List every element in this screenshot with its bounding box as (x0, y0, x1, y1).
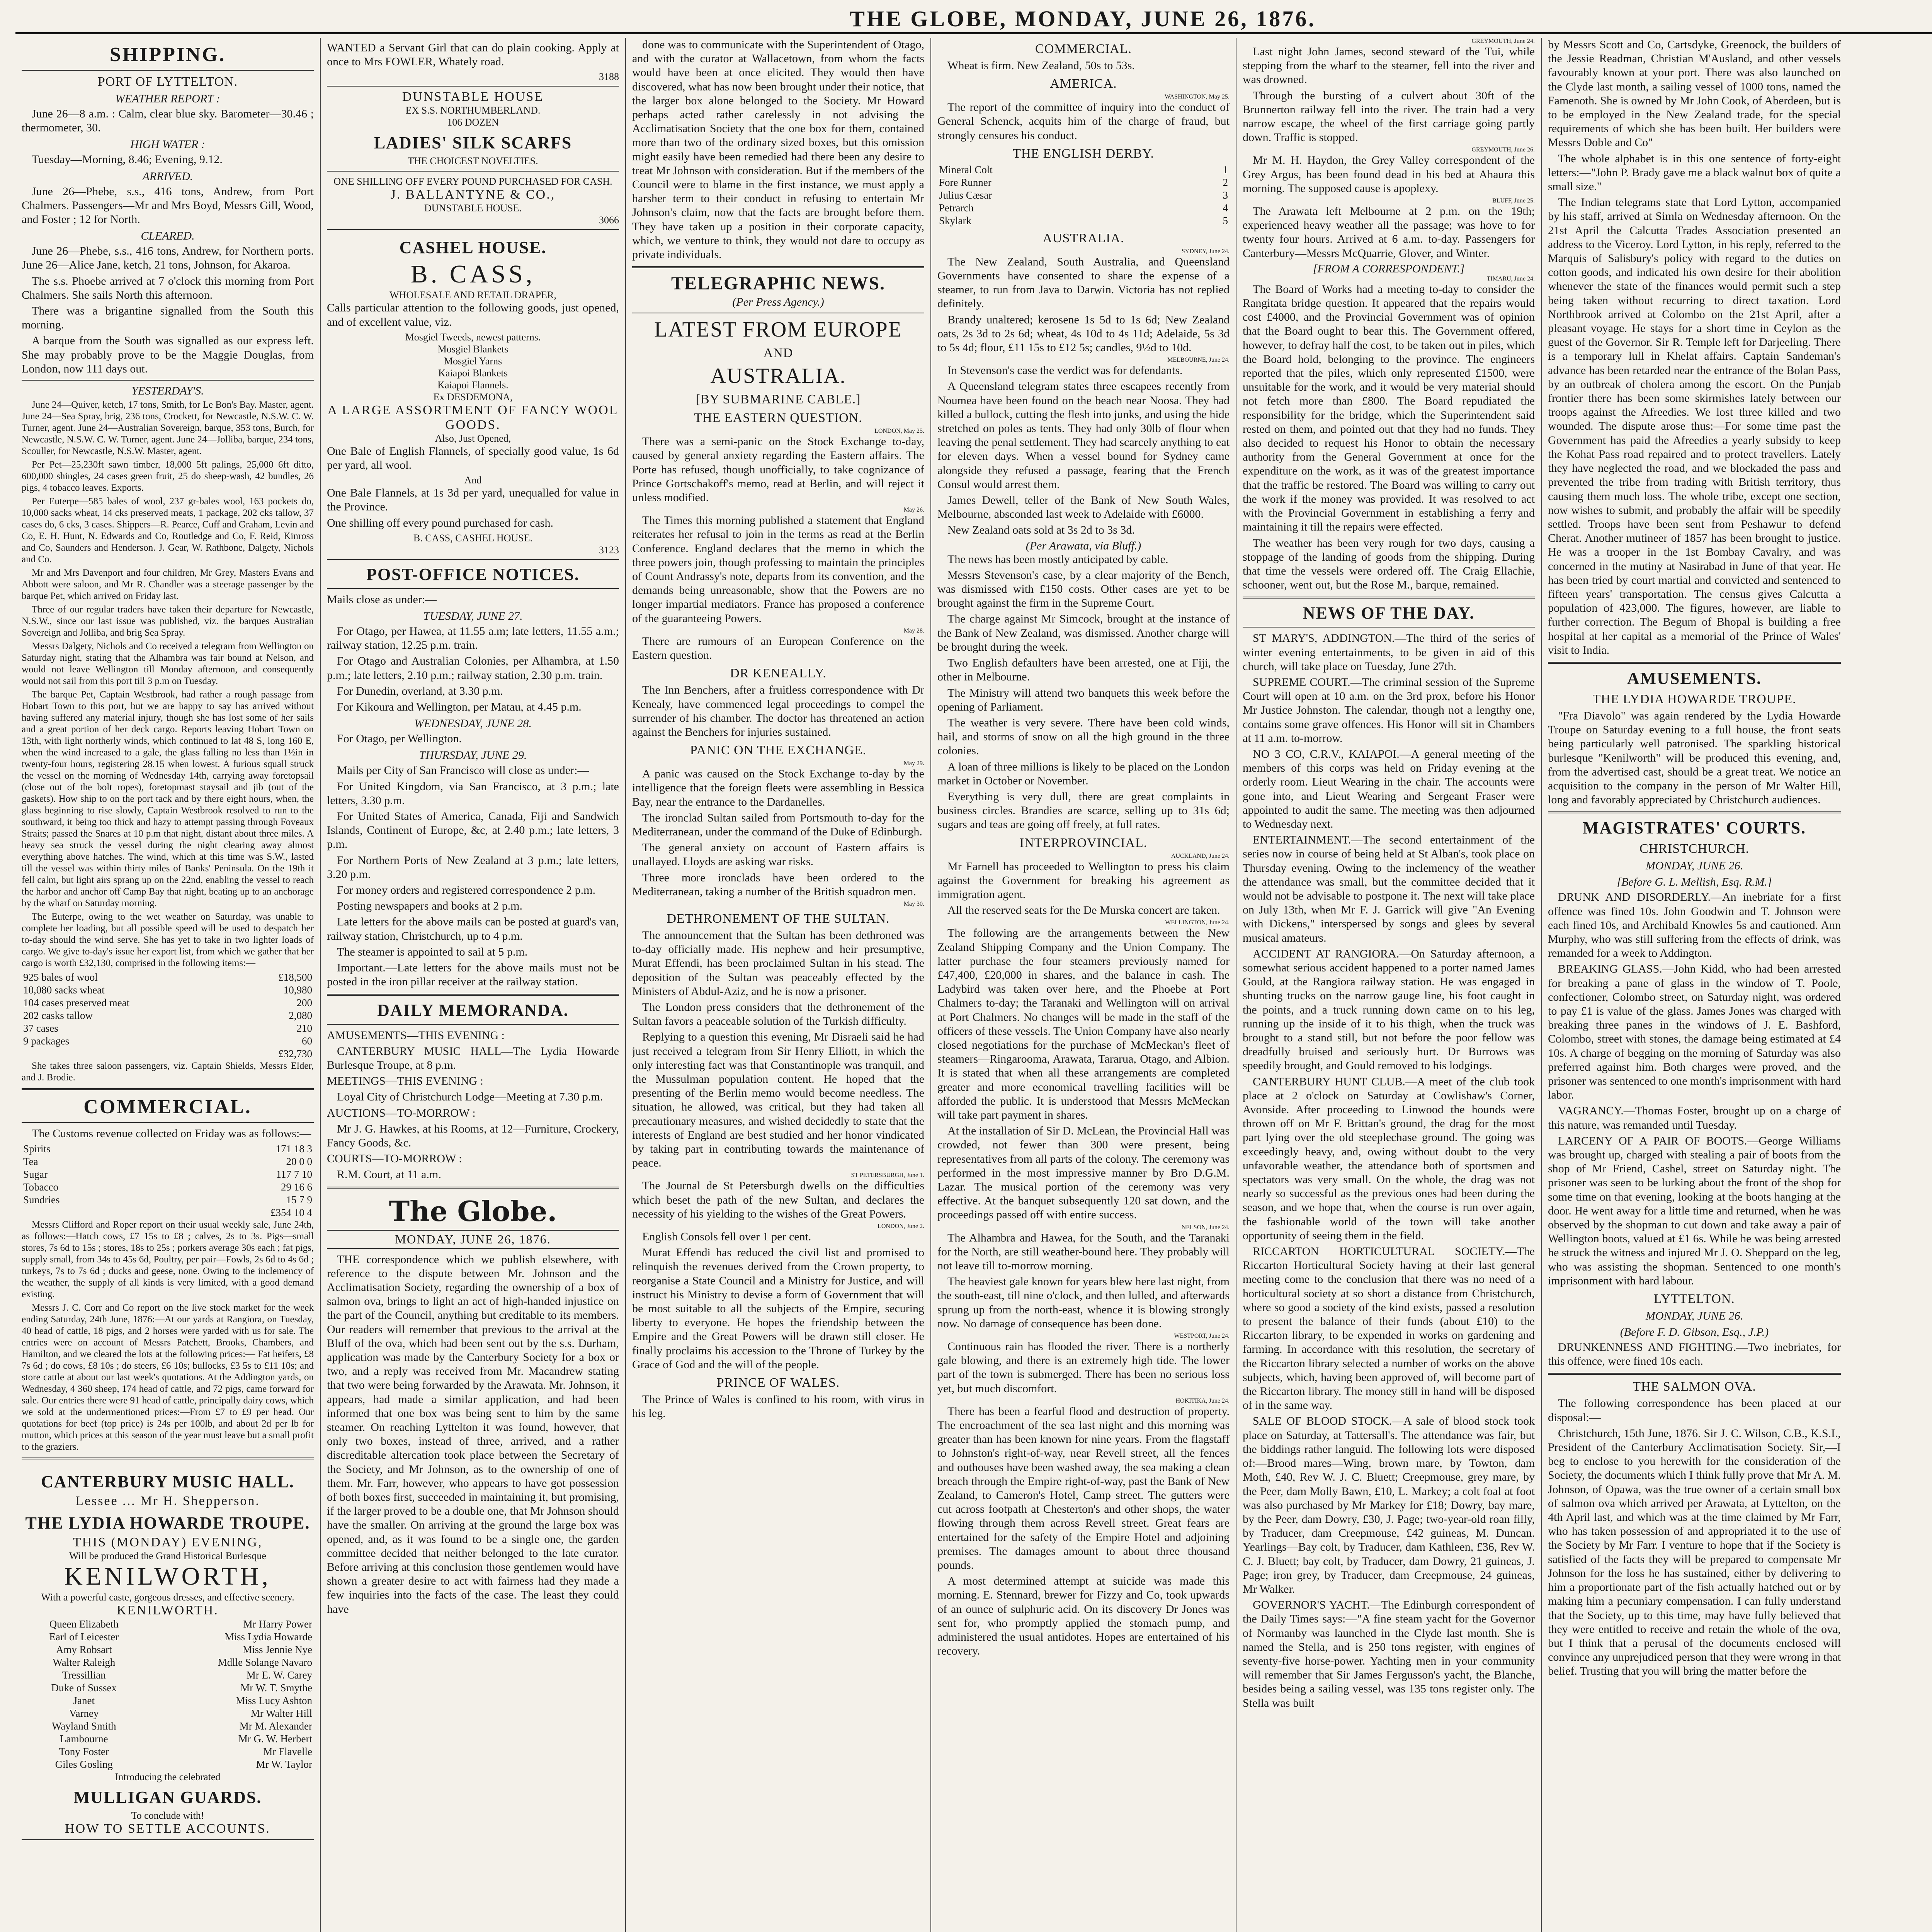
goods-item: Kaiapoi Flannels. (437, 379, 509, 391)
dethrone-heading: DETHRONEMENT OF THE SULTAN. (667, 911, 890, 926)
news-text: At the installation of Sir D. McLean, the Provincial Hall was crowded, not fewer than 300 were present, being representatives from all parts of the colony. The ceremony was performed in the most impressive manner by Bro D.G.M. Lazar. The musical portion of the ceremony was very effective. At the banquet subsequently 120 sat down, and the proceedings passed off with entire success. (937, 1124, 1230, 1221)
customs-table (22, 1143, 314, 1219)
dateline: AUCKLAND, June 24. (1171, 852, 1230, 859)
shilling-line: ONE SHILLING OFF EVERY POUND PURCHASED FOR CASH. (333, 176, 612, 187)
ad-number: 3066 (599, 214, 619, 226)
news-text: The Arawata left Melbourne at 2 p.m. on the 19th; experienced heavy weather all the passage; was hove to for twenty four hours. Arrived at 6 a.m. to-day. Passengers for Canterbury—Messrs McQuarrie, Glover, and Winter. (1243, 205, 1535, 260)
goods-item: Mosgiel Tweeds, newest patterns. (405, 331, 541, 343)
news-text: "Fra Diavolo" was again rendered by the Lydia Howarde Troupe on Saturday evening to a full house, the front seats being particularly well patronised. The sparkling historical burlesque "Kenilworth" will be produced this evening, and, from the advertised cast, should be a great treat. We notice an acquisition to the company in the person of Mr Walter Hill, long and favorably appreciated by Christchurch audiences. (1548, 709, 1841, 806)
news-text: Mr M. H. Haydon, the Grey Valley correspondent of the Grey Argus, has been found dead in his bed at Ahaura this morning. The supposed cause is apoplexy. (1243, 154, 1535, 195)
news-text: GOVERNOR'S YACHT.—The Edinburgh correspondent of the Daily Times says:—"A fine steam yacht for the Governor of Normanby was launched in the Clyde last month. She is named the Stella, and is 250 tons register, with engines of seventy-five horse-power. Yachting men in your community will remember that Sir James Fergusson's yacht, the Blanche, besides being a sailing vessel, was 135 tons register only. The Stella was built (1243, 1599, 1535, 1709)
news-text: The whole alphabet is in this one sentence of forty-eight letters:—"John P. Brady gave me a black walnut box of quite a small size." (1548, 152, 1841, 193)
dateline: LONDON, May 25. (874, 428, 924, 435)
also-line: Also, Just Opened, (435, 432, 511, 444)
divider (22, 70, 314, 71)
memo-heading: AUCTIONS—TO-MORROW : (327, 1106, 476, 1119)
column-3 (626, 38, 931, 1932)
shipping-paragraph: The s.s. Phoebe arrived at 7 o'clock this morning from Port Chalmers. She sails North this afternoon. (22, 274, 314, 301)
table-row: Queen Elizabeth Mr Harry Power (49, 1618, 312, 1630)
news-text: LARCENY OF A PAIR OF BOOTS.—George Williams was brought up, charged with stealing a pair of boots from the shop of Mr Friend, Cashel, street on Saturday night. The prisoner was seen to be lurking about the front of the shop for some time on that evening, looking at the boots hanging at the door. He went away for a little time and returned, when he was observed by the shopman to cut down and take away a pair of Wellington boots, valued at £1 6s. While he was being arrested he struck the witness and injured Mr J. O. Sheppard on the leg, who was assisting the shopman. Sentenced to one month's imprisonment with hard labour. (1548, 1134, 1841, 1287)
news-text: The Prince of Wales is confined to his room, with virus in his leg. (632, 1393, 924, 1420)
dunstable-title: DUNSTABLE HOUSE (402, 90, 544, 104)
interprovincial-heading: INTERPROVINCIAL. (1019, 835, 1148, 850)
divider (327, 1024, 619, 1025)
cashel-advertisement (327, 230, 619, 560)
commercial-heading: COMMERCIAL. (1035, 42, 1132, 56)
column-2 (321, 38, 626, 1932)
lessee: Lessee ... Mr H. Shepperson. (75, 1494, 260, 1509)
table-row: 9 packages 60 (23, 1035, 312, 1047)
news-text: The Alhambra and Hawea, for the South, and the Taranaki for the North, are still weather-bound here. They probably will not leave till to-morrow morning. (937, 1231, 1230, 1272)
table-row: Mineral Colt 1 (939, 163, 1228, 175)
wales-heading: PRINCE OF WALES. (716, 1376, 840, 1390)
weather-heading: WEATHER REPORT : (115, 92, 220, 105)
shipping-paragraph: Messrs Dalgety, Nichols and Co received a telegram from Wellington on Saturday night, stating that the Alhambra was fair bound at Nelson, and would not leave Wellington till Monday afternoon, and consequently would not sail from this port till 3 p.m on Tuesday. (22, 641, 314, 687)
troupe-heading: THE LYDIA HOWARDE TROUPE. (1592, 692, 1796, 706)
memo-text: Loyal City of Christchurch Lodge—Meeting at 7.30 p.m. (337, 1090, 603, 1104)
dateline: LONDON, June 2. (878, 1223, 924, 1230)
news-text: VAGRANCY.—Thomas Foster, brought up on a charge of this nature, was remanded until Tuesday. (1548, 1104, 1841, 1131)
commercial-paragraph: The Customs revenue collected on Friday was as follows:— (32, 1127, 311, 1140)
news-text: The charge against Mr Simcock, brought at the instance of the Bank of New Zealand, was dismissed. Another charge will be brought during the week. (937, 612, 1230, 653)
dateline: TIMARU, June 24. (1486, 275, 1535, 282)
dateline: May 29. (903, 760, 924, 767)
news-text: Last night John James, second steward of the Tui, while stepping from the wharf to the steamer, fell into the river and was drowned. (1243, 45, 1535, 86)
mulligan-title: MULLIGAN GUARDS. (73, 1788, 262, 1807)
table-row: Giles Gosling Mr W. Taylor (55, 1759, 312, 1770)
news-text: The following correspondence has been placed at our disposal:— (1548, 1397, 1841, 1424)
goods-item: Mosgiel Yarns (444, 355, 502, 367)
table-row: Petrarch 4 (939, 202, 1228, 214)
news-text: ENTERTAINMENT.—The second entertainment of the series now in course of being held at St Alban's, took place on Thursday evening. Owing to the inclemency of the weather the attendance was small, but the committee decided that it would not be advisable to postpone it. The next will take place on July 13th, when Mr F. J. Garrick will give "An Evening with Dickens," interspersed by songs and glees by several musical amateurs. (1243, 833, 1535, 944)
news-text: There has been a fearful flood and destruction of property. The encroachment of the sea last night and this morning was greater than has been known for nine years. From the flagstaff to Johnston's right-of-way, near Revell street, all the fences and outhouses have been washed away, the sea making a clean breach through the Empire right-of-way, past the Bank of New Zealand, to Cameron's Hotel, Camp street. The gutters were cut across footpath at Chesterton's and other shops, the water flowing through them across Revell street. Great fears are entertained for the safety of the Empire Hotel and adjoining premises. The damages amount to about three thousand pounds. (937, 1405, 1230, 1572)
news-text: The Ministry will attend two banquets this week before the opening of Parliament. (937, 686, 1230, 713)
memo-text: Mr J. G. Hawkes, at his Rooms, at 12—Furniture, Crockery, Fancy Goods, &c. (327, 1122, 619, 1149)
news-text: ST MARY'S, ADDINGTON.—The third of the series of winter evening entertainments, to be given in aid of this church, will take place on Tuesday, June 27th. (1243, 632, 1535, 673)
news-text: The New Zealand, South Australia, and Queensland Governments have consented to share the expense of a steamer, to run from Java to Darwin. Victoria has not replied definitely. (937, 255, 1230, 310)
arrived-heading: ARRIVED. (142, 170, 193, 183)
news-text: In Stevenson's case the verdict was for defendants. (947, 364, 1183, 377)
cleared-heading: CLEARED. (141, 230, 195, 243)
shipping-paragraph: A barque from the South was signalled as our express left. She may probably prove to be the Maggie Douglas, from London, now 111 days out. (22, 334, 314, 375)
australia-heading: AUSTRALIA. (710, 364, 846, 388)
divider (327, 994, 619, 996)
shipping-paragraph: She takes three saloon passengers, viz. Captain Shields, Messrs Elder, and J. Brodie. (22, 1061, 314, 1083)
news-text: The Journal de St Petersburgh dwells on the difficulties which beset the path of the new Sultan, and declares the necessity of his yielding to the wishes of the Great Powers. (632, 1179, 924, 1220)
news-text: SALE OF BLOOD STOCK.—A sale of blood stock took place on Saturday, at Tattersall's. The attendance was fair, but the biddings rather languid. The following lots were disposed of:—Brood mares—Wing, brown mare, by Towton, dam Moth, £40, Rev W. J. C. Bluett; Creepmouse, grey mare, by the Peer, dam Molly Bawn, £10, L. Markey; a colt foal at foot was also purchased by Mr Markey for £18; Dowry, bay mare, by the Peer, dam Dowry, £30, J. Page; two-year-old roan filly, by Traducer, dam Creepmouse, £42 guineas, M. Duncan. Yearlings—Bay colt, by Traducer, dam Kathleen, £36, Rev W. C. J. Bluett; bay colt, by Traducer, dam Dowry, 21 guineas, J. Page; iron grey, by Traducer, dam Creepmouse, 24 guineas, Mr Walker. (1243, 1415, 1535, 1595)
post-text: Mails per City of San Francisco will close as under:— (337, 764, 589, 777)
kenealy-heading: DR KENEALLY. (730, 666, 827, 681)
cable-line: [BY SUBMARINE CABLE.] (696, 392, 861, 407)
news-text: Continuous rain has flooded the river. There is a northerly gale blowing, and there is an extremely high tide. The lower part of the town is submerged. There has been no serious loss yet, but much discomfort. (937, 1340, 1230, 1395)
news-text: The weather is very severe. There have been cold winds, hail, and storms of snow on all the high ground in the three colonies. (937, 716, 1230, 757)
news-text: A panic was caused on the Stock Exchange to-day by the intelligence that the foreign fleets were assembling in Bessica Bay, near the entrance to the Dardanelles. (632, 767, 924, 808)
shipping-paragraph: There was a brigantine signalled from the South this morning. (22, 304, 314, 332)
dateline: HOKITIKA, June 24. (1175, 1397, 1230, 1404)
divider (1243, 597, 1535, 599)
post-text: For Northern Ports of New Zealand at 3 p.m.; late letters, 3.20 p.m. (327, 854, 619, 881)
news-text: BREAKING GLASS.—John Kidd, who had been arrested for breaking a pane of glass in the window of T. Poole, confectioner, Colombo street, on Saturday night, was ordered to pay £1 is value of the glass. James Jones was charged with breaking three panes in the windows of J. E. Bashford, Colombo, street with stones, the damage being estimated at £4 10s. A charge of begging on the morning of Saturday was also preferred against him. Both charges were proved, and the prisoner was sentenced to one month's imprisonment with hard labor. (1548, 963, 1841, 1102)
table-row: Julius Cæsar 3 (939, 189, 1228, 201)
cleared-text: June 26—Phebe, s.s., 416 tons, Andrew, for Northern ports. June 26—Alice Jane, ketch, 21 tons, Johnson, for Akaroa. (22, 245, 314, 272)
table-row: 10,080 sacks wheat 10,980 (23, 984, 312, 996)
news-text: The ironclad Sultan sailed from Portsmouth to-day for the Mediterranean, under the command of the Duke of Edinburgh. (632, 811, 924, 838)
table-row: Janet Miss Lucy Ashton (73, 1695, 312, 1707)
news-text: The announcement that the Sultan has been dethroned was to-day officially made. His nephew and heir presumptive, Murat Effendi, has been proclaimed Sultan in his stead. The deposition of the Sultan was peaceably effected by the Ministers of Abdul-Aziz, and he is now a prisoner. (632, 929, 924, 998)
news-text: The heaviest gale known for years blew here last night, from the south-east, till nine o'clock, and then lulled, and afterwards sprung up from the north-east, whence it is blowing strongly now. No damage of consequence has been done. (937, 1275, 1230, 1330)
column-1 (15, 38, 321, 1932)
dateline: WELLINGTON, June 24. (1165, 919, 1230, 926)
commercial-paragraph: Messrs J. C. Corr and Co report on the live stock market for the week ending Saturday, 24th June, 1876:—At our yards at Rangiora, on Tuesday, 40 head of cattle, 18 pigs, and 2 horses were yarded with us for sale. The entries were on account of Messrs Patchett, Brooks, Chambers, and Hamilton, and we cleared the lots at the following prices:— Fat heifers, £8 7s 6d ; do cows, £8 10s ; do steers, £6 10s; bullocks, £3 5s to £11 10s; and store cattle at about our last week's quotations. At the Addington yards, on Wednesday, 4 360 sheep, 174 head of cattle, and 72 pigs, came forward for sale. Our entries there were 91 head of cattle, principally dairy cows, which we sold at the undermentioned prices:—From £7 to £9 per head. Our quotations for beef (top price) is 24s per 100lb, and about 2d per lb for mutton, which prices at this season of the year must leave but a small profit to the graziers. (22, 1303, 314, 1452)
wholesale-line: WHOLESALE AND RETAIL DRAPER, (389, 289, 556, 301)
divider (1548, 811, 1841, 813)
dateline: MELBOURNE, June 24. (1167, 357, 1230, 364)
news-text: New Zealand oats sold at 3s 2d to 3s 3d. (947, 524, 1135, 537)
assortment-line: A LARGE ASSORTMENT OF FANCY WOOL GOODS. (327, 403, 619, 432)
dateline: SYDNEY, June 24. (1181, 248, 1230, 255)
news-text: Everything is very dull, there are great complaints in business circles. Brandies are scarce, selling up to 31s 6d; sugars and teas are going off freely, at full rates. (937, 790, 1230, 831)
scarfs-title: LADIES' SILK SCARFS (374, 133, 572, 153)
christchurch-heading: CHRISTCHURCH. (1639, 842, 1750, 856)
press-agency-line: (Per Press Agency.) (732, 296, 824, 309)
memo-heading: AMUSEMENTS—THIS EVENING : (327, 1029, 505, 1042)
memoranda-heading: DAILY MEMORANDA. (377, 1000, 569, 1020)
news-text: Messrs Stevenson's case, by a clear majority of the Bench, was dismissed with £150 costs. Other cases are yet to be brought against the firm in the Supreme Court. (937, 568, 1230, 610)
news-text: The following are the arrangements between the New Zealand Shipping Company and the Union Company. The latter purchase the four steamers previously named for £47,400, £20,000 in shares, and the balance in cash. The Ladybird was taken over here, and the Phoebe at Port Chalmers to-day; the Taranaki and Wellington will on arrival at Port Chalmers. No changes will be made in the staff of the officers of these vessels. The Union Company have also nearly closed negotiations for the purchase of McMeckan's fleet of steamers—Ringarooma, Arawata, Tararua, Otago, and Albion. It is stated that when all these arrangements are completed greater and more economical travelling facilities will be afforded the public. It is understood that Messrs McMeckan will take part payment in shares. (937, 927, 1230, 1121)
table-row: £32,730 (278, 1048, 312, 1060)
post-office-heading: POST-OFFICE NOTICES. (366, 565, 580, 584)
and-line: And (464, 474, 482, 486)
commercial-heading: COMMERCIAL. (83, 1096, 252, 1118)
derby-heading: THE ENGLISH DERBY. (1013, 146, 1154, 161)
troupe-title: THE LYDIA HOWARDE TROUPE. (25, 1514, 310, 1533)
table-row: 925 bales of wool £18,500 (23, 971, 312, 983)
news-text: Christchurch, 15th June, 1876. Sir J. C. Wilson, C.B., K.S.I., President of the Canterbury Acclimatisation Society. Sir,—I beg to enclose to you herewith for the consideration of the Society, the documents which I think fully prove that Mr A. M. Johnson, of Opawa, was the true owner of a certain small box of salmon ova which arrived per Arawata, at Lyttelton, on the 4th April last, and which was at the time claimed by Mr Farr, who has taken possession of and appropriated it to the use of the Society by Mr Farr. I venture to hope that if the Society is satisfied of the facts they will be prepared to compensate Mr Johnson for the loss he has sustained, either by delivering to him a proportionate part of the fish actually hatched out or by making him a pecuniary compensation. I can fully understand that the Society, up to this time, may have fully believed that they were entitled to receive and retain the whole of the ova, but I think that a perusal of the documents enclosed will convince any unprejudiced person that they were wrong in that belief. Trusting that you will bring the matter before the (1548, 1427, 1841, 1678)
dateline: ST PETERSBURGH, June 1. (851, 1172, 924, 1179)
news-text: The news has been mostly anticipated by cable. (947, 553, 1168, 566)
evening-line: THIS (MONDAY) EVENING, (73, 1535, 263, 1550)
news-text: English Consols fell over 1 per cent. (642, 1230, 811, 1243)
divider (327, 1187, 619, 1189)
news-text: ACCIDENT AT RANGIORA.—On Saturday afternoon, a somewhat serious accident happened to a porter named James Gould, at the Rangiora railway station. He was engaged in shunting trucks on the narrow gauge line, his foot caught in the points, and a truck running down came on to his leg, running up the inside of it to his thigh, when the truck was brought to a stand still, but not before the poor fellow was dreadfully bruised and seriously hurt. Dr Burrows was speedily brought, and Gould removed to his lodgings. (1243, 947, 1535, 1072)
cass-signature: B. CASS, CASHEL HOUSE. (413, 532, 533, 544)
news-text: Brandy unaltered; kerosene 1s 5d to 1s 6d; New Zealand oats, 2s 3d to 2s 6d; wheat, 4s 10d to 4s 11d; Adelaide, 5s 3d to 5s 4d; flour, £11 15s to £12 5s; candles, 9½d to 10d. (937, 313, 1230, 354)
news-text: DRUNK AND DISORDERLY.—An inebriate for a first offence was fined 10s. John Goodwin and T. Johnson were each fined 10s, and Archibald Knowles 5s and cautioned. Ann Murphy, who was still suffering from the effects of drink, was remanded for a week to Addington. (1548, 891, 1841, 960)
news-text: The Times this morning published a statement that England reiterates her refusal to join in the terms as read at the Berlin Conference. England declares that the memo in which the three powers join, though professing to maintain the principles of Count Andrassy's note, departs from its convention, and the demands being unreasonable, show that the Powers are no longer impartial mediators. France has proposed a conference of the guaranteeing Powers. (632, 514, 924, 625)
divider (22, 1458, 314, 1459)
eastern-heading: THE EASTERN QUESTION. (694, 411, 862, 425)
shipping-paragraph: Per Euterpe—585 bales of wool, 237 gr-bales wool, 163 pockets do, 10,000 sacks wheat, 14 cks preserved meats, 1 package, 202 cks tallow, 37 cases do, 6 cks, 3 cases. Shippers—R. Pearce, Cuff and Graham, Levin and Co, E. H. Hunt, N. Edwards and Co, Routledge and Co, F. Reid, Kinross and Co, Saunders and Henderson. J. Gear, W. Rathbone, Dalgety, Nichols and Co. (22, 496, 314, 565)
memo-text: R.M. Court, at 11 a.m. (337, 1168, 441, 1181)
shipping-paragraph: June 24—Quiver, ketch, 17 tons, Smith, for Le Bon's Bay. Master, agent. June 24—Sea Spray, brig, 236 tons, Crockett, for Newcastle, N.S.W. C. W. Turner, agent. June 24—Australian Sovereign, barque, 353 tons, Burch, for Newcastle, N.S.W. C. W. Turner, agent. June 24—Jolliba, barque, 234 tons, Scouller, for Newcastle, N.S.W. Master, agent. (22, 400, 314, 457)
dateline: BLUFF, June 25. (1492, 197, 1535, 204)
table-row: Spirits 171 18 3 (23, 1143, 312, 1155)
and-line: AND (763, 346, 793, 361)
news-text: The Indian telegrams state that Lord Lytton, accompanied by his staff, arrived at Simla on Wednesday afternoon. On the 21st April the Calcutta Trades Association presented an address to the Viceroy. Lord Lytton, in his reply, referred to the Marquis of Salisbury's policy with regard to the duties on cotton goods, and indicated his own desire for their abolition whenever the state of the finances would permit such a step being taken without recurring to direct taxation. Lord Northbrook arrived at Colombo on the 21st April, after a pleasant voyage. He stays for a short time in Ceylon as the guest of the Governor. Sir R. Temple left for Darjeeling. There is a temporary lull in Khelat affairs. Captain Sandeman's advance has been retarded near the entrance of the Bolan Pass, by an outbreak of cholera among the escort. On the Punjab frontier there has been some skirmishes lately between our troops against the Afreedies. We lost three killed and two wounded. The dispute arose thus:—For some time past the Government has paid the Afreedies a yearly subsidy to keep the Kohat Pass road repaired and to protect travellers. Lately they have neglected the road, and we blockaded the pass and prevented the tribe from trading with British territory, thus causing them much loss. The whole tribe, except one section, now wishes to submit, and probably the affair will be speedily settled. Troops have been sent from Peshawur to defend Cherat. Another mutineer of 1857 has been brought to justice. He was a trooper in the 1st Bombay Cavalry, and was concerned in the mutiny at Nasirabad in June of that year. He has been tried by court martial and convicted and sentenced to fifteen years' transportation. The census gives Calcutta a population of 423,000. The figures, however, are liable to further correction. The Begum of Bhopal is building a free hospital at her capital as a memorial of the Prince of Wales' visit to India. (1548, 196, 1841, 656)
news-text: A most determined attempt at suicide was made this morning. E. Stennard, brewer for Fizzy and Co, took upwards of an ounce of sulphuric acid. On its discovery Dr Jones was sent for, who promptly applied the stomach pump, and administered the usual antidotes. Hopes are entertained of his recovery. (937, 1575, 1230, 1658)
columns (15, 38, 1932, 1932)
post-text: Mails close as under:— (327, 593, 437, 606)
column-4 (931, 38, 1236, 1932)
table-row: 202 casks tallow 2,080 (23, 1010, 312, 1022)
shipping-paragraph: The barque Pet, Captain Westbrook, had rather a rough passage from Hobart Town to this port, but we are happy to say has arrived without having suffered any material injury, though she has lost some of her sails and a great portion of her deck cargo. Reports leaving Hobart Town on 13th, with light northerly winds, which continued to lat 48 S, long 160 E, when the wind increased to a gale, the glass falling no less than 1½in in twenty-four hours, registering 28.15 when lowest. A furious squall struck the vessel on the morning of Wednesday 14th, carrying away foretopsail (close out of the bolt ropes), foretopmast staysail and jib (out of the gaskets). How ship to on the port tack and by there eight hours, when, the glass beginning to rise slowly, Captain Westbrook resolved to run to the southward, it being too thick and hazy to attempt passing through Foveaux Straits; passed the Snares at 10 p.m that night, distant about three miles. A heavy sea struck the vessel during the night clearing away almost everything above hatches. The wind, which at this time was S.W., lasted till the vessel was within thirty miles of Banks' Peninsula. On the 19th it fell calm, but light airs sprang up on the 22nd, enabling the vessel to reach the harbor and anchor off Camp Bay that night, beating up to an anchorage by the wharf on Saturday morning. (22, 689, 314, 909)
lyttelton-heading: LYTTELTON. (1654, 1292, 1735, 1306)
court-date: MONDAY, JUNE 26. (1645, 859, 1743, 872)
ballantyne-line: J. BALLANTYNE & CO., (390, 187, 556, 202)
news-of-day-heading: NEWS OF THE DAY. (1303, 604, 1475, 623)
calls-text: Calls particular attention to the following goods, just opened, and of excellent value, viz. (327, 301, 619, 328)
news-text: The general anxiety on account of Eastern affairs is unallayed. Lloyds are asking war risks. (632, 841, 924, 868)
shipping-paragraph: Three of our regular traders have taken their departure for Newcastle, N.S.W., since our last issue was published, viz. the barques Australian Sovereign and Jolliba, and brig Sea Spray. (22, 604, 314, 638)
cass-title: B. CASS, (410, 260, 536, 289)
table-row: Amy Robsart Miss Jennie Nye (56, 1644, 312, 1656)
post-text: Posting newspapers and books at 2 p.m. (337, 900, 522, 913)
cast-table (22, 1618, 314, 1771)
post-text: Late letters for the above mails can be posted at guard's van, railway station, Christchurch, up to 4 p.m. (327, 915, 619, 942)
news-text: SUPREME COURT.—The criminal session of the Supreme Court will open at 10 a.m. on the 3rd prox, before his Honor Mr Justice Johnston. The calendar, though not a lengthy one, contains some grave offences. His Honor will sit in Chambers at 11 a.m. to-morrow. (1243, 675, 1535, 745)
ad-number: 3188 (599, 71, 619, 83)
column-5 (1236, 38, 1542, 1932)
masthead: THE GLOBE, MONDAY, JUNE 26, 1876. (15, 7, 1932, 34)
news-text: DRUNKENNESS AND FIGHTING.—Two inebriates, for this offence, were fined 10s each. (1548, 1341, 1841, 1368)
correspondent-line: [FROM A CORRESPONDENT.] (1313, 262, 1465, 275)
memo-heading: MEETINGS—THIS EVENING : (327, 1075, 483, 1088)
dateline: GREYMOUTH, June 24. (1471, 38, 1535, 44)
dateline: May 28. (903, 627, 924, 634)
post-text: For Dunedin, overland, at 3.30 p.m. (337, 684, 503, 697)
news-text: by Messrs Scott and Co, Cartsdyke, Greenock, the builders of the Jessie Readman, Christian M'Ausland, and other vessels favourably known at your port. There was also launched on the Clyde last month, a sailing vessel of 1000 tons, named the Famenoth. She is owned by Mr John Cook, of Aberdeen, but is to be employed in the New Zealand trade, for the special requirements of which she has been built. Her builders were Messrs Doble and Co" (1548, 38, 1841, 149)
arawata-line: (Per Arawata, via Bluff.) (1026, 539, 1141, 552)
news-text: Two English defaulters have been arrested, one at Fiji, the other in Melbourne. (937, 656, 1230, 684)
news-text: There was a semi-panic on the Stock Exchange to-day, caused by general anxiety regarding the Eastern affairs. The Porte has refused, though unofficially, to take cognizance of Prince Gortschakoff's memo, read at Berlin, and will reject it unless modified. (632, 435, 924, 504)
issue-date: MONDAY, JUNE 26, 1876. (327, 1230, 619, 1249)
table-row: Wayland Smith Mr M. Alexander (52, 1720, 312, 1732)
table-row: Earl of Leicester Miss Lydia Howarde (49, 1631, 312, 1643)
post-text: For Otago, per Hawea, at 11.55 a.m; late letters, 11.55 a.m.; railway station, 12.25 p.m. train. (327, 625, 619, 652)
dozen-line: 106 DOZEN (447, 117, 499, 128)
shipping-paragraph: The Euterpe, owing to the wet weather on Saturday, was unable to complete her loading, but all possible speed will be used to despatch her to-day should the wind serve. She has yet to take in two lighter loads of cargo. We give to-day's issue her export list, from which we gather that her cargo is worth £32,130, comprised in the following items:— (22, 912, 314, 969)
column-6 (1542, 38, 1847, 1932)
produced-line: Will be produced the Grand Historical Burlesque (69, 1550, 267, 1562)
court-before: (Before F. D. Gibson, Esq., J.P.) (1620, 1326, 1769, 1339)
america-heading: AMERICA. (1050, 77, 1117, 91)
water-heading: HIGH WATER : (130, 138, 205, 151)
divider (632, 266, 924, 268)
ad-number: 3123 (599, 544, 619, 556)
cashel-title: CASHEL HOUSE. (399, 238, 547, 257)
introducing-line: Introducing the celebrated (115, 1771, 221, 1783)
post-text: The steamer is appointed to sail at 5 p.m. (337, 945, 528, 958)
post-text: For Otago and Australian Colonies, per Alhambra, at 1.50 p.m.; late letters, 2.10 p.m.; railway station, 2.30 p.m. train. (327, 655, 619, 682)
news-text: The report of the committee of inquiry into the conduct of General Schenck, acquits him of the charge of fraud, but strongly censures his conduct. (937, 101, 1230, 142)
post-date: WEDNESDAY, JUNE 28. (414, 717, 532, 730)
table-row: Tressillian Mr E. W. Carey (62, 1669, 312, 1681)
news-text: Through the bursting of a culvert about 30ft of the Brunnerton railway fell into the river. The train had a very narrow escape, the wheel of the first carriage going partly down. Traffic is stopped. (1243, 89, 1535, 144)
telegraphic-heading: TELEGRAPHIC NEWS. (671, 273, 886, 294)
port-heading: PORT OF LYTTELTON. (97, 75, 238, 89)
court-before: [Before G. L. Mellish, Esq. R.M.] (1617, 876, 1772, 889)
derby-table (937, 163, 1230, 227)
settle-line: HOW TO SETTLE ACCOUNTS. (65, 1821, 270, 1836)
table-row: Lambourne Mr G. W. Herbert (60, 1733, 312, 1745)
cast-heading: KENILWORTH. (117, 1603, 219, 1618)
music-hall-title: CANTERBURY MUSIC HALL. (41, 1472, 294, 1492)
post-text: For United Kingdom, via San Francisco, at 3 p.m.; late letters, 3.30 p.m. (327, 780, 619, 807)
dunstable-advertisement (327, 87, 619, 230)
table-row: Duke of Sussex Mr W. T. Smythe (51, 1682, 312, 1694)
bale-text: One Bale of English Flannels, of specially good value, 1s 6d per yard, all wool. (327, 444, 619, 472)
leader-text: THE correspondence which we publish elsewhere, with reference to the dispute between Mr. Johnson and the Acclimatisation Society, regarding the ownership of a box of salmon ova, brings to light an act of high-handed injustice on the part of the Council, anything but creditable to its members. Our readers will remember that previous to the arrival at the Bluff of the ova, which had been sent out by the s.s. Durham, application was made by the Canterbury Society for a box or two, and a reply was received from Mr. Macandrew stating that two were being forwarded by the Arawata. Mr. Johnson, it appears, had made a similar application, and had been informed that one box was being sent to him by the same steamer. On reaching Lyttelton it was found, however, that only two boxes, instead of three, arrived, and a rather discreditable altercation took place between the Secretary of the Society, and Mr Johnson, as to the ownership of one of them. Mr. Farr, however, who appears to have got possession of both boxes first, succeeded in maintaining it, but promising, if the larger proved to be a double one, that Mr Johnson should have the smaller. On arriving at the ground the large box was opened, and, as it was found to be a single one, the garden committee decided that neither belonged to the late curator. Before arriving at this conclusion those gentlemen would have shown a greater desire to act with fairness had they made a few inquiries into the facts of the case. The least they could have (327, 1253, 619, 1616)
bale-text: One Bale Flannels, at 1s 3d per yard, unequalled for value in the Province. (327, 486, 619, 514)
conclude-line: To conclude with! (131, 1810, 204, 1821)
table-row: Walter Raleigh Mdlle Solange Navaro (53, 1656, 312, 1668)
table-row: 37 cases 210 (23, 1022, 312, 1034)
dateline: GREYMOUTH, June 26. (1471, 146, 1535, 153)
news-text: James Dewell, teller of the Bank of New South Wales, Melbourne, absconded last week to Adelaide with £6000. (937, 494, 1230, 521)
news-text: Replying to a question this evening, Mr Disraeli said he had just received a telegram from Sir Henry Elliott, in which the only interesting fact was that Constantinople was tranquil, and the Mussulman population content. He hoped that the presenting of the Berlin memo would become needless. The situation, he allowed, was critical, but they had taken all precautionary measures, and wished decidedly to state that the interests of England are best studied and her honor vindicated by taking part in contributing towards the maintenance of peace. (632, 1031, 924, 1170)
table-row: Varney Mr Walter Hill (69, 1708, 312, 1719)
news-text: Three more ironclads have been ordered to the Mediterranean, taking a number of the British squadron men. (632, 871, 924, 898)
news-text: There are rumours of an European Conference on the Eastern question. (632, 634, 924, 662)
shipping-paragraph: Mr and Mrs Davenport and four children, Mr Grey, Masters Evans and Abbott were saloon, and Mr R. Chandler was a steerage passenger by the barque Pet, which arrived on Friday last. (22, 568, 314, 602)
cast-line: With a powerful caste, gorgeous dresses, and effective scenery. (41, 1592, 294, 1603)
court-date: MONDAY, JUNE 26. (1645, 1310, 1743, 1323)
dateline: WESTPORT, June 24. (1174, 1333, 1230, 1340)
table-row: Fore Runner 2 (939, 176, 1228, 188)
table-row: Tea 20 0 0 (23, 1156, 312, 1168)
northumberland-line: EX S.S. NORTHUMBERLAND. (405, 105, 541, 116)
news-text: A Queensland telegram states three escapees recently from Noumea have been found on the beach near Noosa. They had killed a bullock, cutting the flesh into junks, and using the hide stretched on poles as tents. They had only 30lb of flour when leaving the penal settlement. They had scarcely anything to eat for eleven days. When a vessel bound for Sydney came alongside they refused a passage, fearing that the French Consul would arrest them. (937, 380, 1230, 491)
divider (1548, 662, 1841, 664)
panic-heading: PANIC ON THE EXCHANGE. (690, 743, 867, 758)
table-row: £354 10 4 (270, 1207, 312, 1219)
post-text: For Otago, per Wellington. (337, 732, 462, 745)
latest-heading: LATEST FROM EUROPE (654, 318, 902, 342)
news-text: The Board of Works had a meeting to-day to consider the Rangitata bridge question. It appeared that the repairs would cost £4000, and the Provincial Government was of opinion that the Board ought to bear this. The Government offered, however, to defray half the cost, to be taken out in piles, which the Board hold, belonging to the province. The engineers reported that the piles, which only represented £1500, were unsuitable for the work, and it would be very material should not fetch more than £800. The Board repudiated the responsibility for the bridge, which the Superintendent said rested on them, and pointed out that they had no funds. They also decided to request his Honor to obtain the necessary authority from the General Government at once for the expenditure on the work, as it was of the greatest importance that the traffic be restored. The Board was willing to carry out the work if the money was provided. It was resolved to act with the Provincial Government in establishing a ferry and maintaining it till the repairs were effected. (1243, 282, 1535, 534)
news-text: All the reserved seats for the De Murska concert are taken. (947, 904, 1220, 917)
cargo-table (22, 971, 314, 1060)
shilling-text: One shilling off every pound purchased for cash. (327, 516, 553, 529)
goods-item: Kaiapoi Blankets (438, 367, 508, 379)
divider (327, 588, 619, 589)
globe-title: The Globe. (389, 1194, 557, 1228)
dateline: NELSON, June 24. (1181, 1224, 1230, 1231)
memo-heading: COURTS—TO-MORROW : (327, 1152, 462, 1165)
divider (22, 1088, 314, 1090)
australia-heading: AUSTRALIA. (1043, 231, 1124, 245)
post-text: Important.—Late letters for the above mails must not be posted in the iron pillar receiver at the railway station. (327, 961, 619, 988)
post-text: For money orders and registered correspondence 2 p.m. (337, 884, 595, 897)
goods-item: Mosgiel Blankets (437, 343, 509, 355)
divider (1548, 1373, 1841, 1375)
table-row: Skylark 5 (939, 214, 1228, 226)
novelties-line: THE CHOICEST NOVELTIES. (408, 155, 538, 167)
desdemona-line: Ex DESDEMONA, (433, 391, 513, 403)
divider (1243, 627, 1535, 628)
post-text: For Kikoura and Wellington, per Matau, at 4.45 p.m. (337, 701, 582, 714)
yesterday-heading: YESTERDAY'S. (131, 384, 204, 398)
commercial-paragraph: Messrs Clifford and Roper report on their usual weekly sale, June 24th, as follows:—Hatch cows, £7 15s to £8 ; calves, 2s to 3s. Pigs—small stores, 7s 6d to 15s ; stores, 18s to 25s ; porkers average 30s each ; fat pigs, supply small, from 34s to 45s 6d, Poultry, per pair—Fowls, 2s 6d to 4s 6d ; turkeys, 7s to 7s 6d ; ducks and geese, none. Owing to the inclemency of the weather, the supply of all kinds is very limited, with a good demand existing. (22, 1219, 314, 1300)
post-date: THURSDAY, JUNE 29. (419, 749, 527, 762)
news-text: The Inn Benchers, after a fruitless correspondence with Dr Kenealy, have commenced legal proceedings to compel the surrender of his chamber. The doctor has threatened an action against the Benchers for injuries sustained. (632, 684, 924, 738)
memo-text: CANTERBURY MUSIC HALL—The Lydia Howarde Burlesque Troupe, at 8 p.m. (327, 1044, 619, 1071)
dateline: May 30. (903, 900, 924, 907)
table-row: Sugar 117 7 10 (23, 1168, 312, 1180)
post-text: For United States of America, Canada, Fiji and Sandwich Islands, Continent of Europe, &c, at 2.40 p.m.; late letters, 3 p.m. (327, 810, 619, 851)
dunstable-sig: DUNSTABLE HOUSE. (424, 202, 522, 214)
divider (22, 1122, 314, 1123)
dateline: WASHINGTON, May 25. (1165, 94, 1230, 100)
news-text: CANTERBURY HUNT CLUB.—A meet of the club took place at 2 o'clock on Saturday at Cowlishaw's Corner, Avonside. After proceeding to Linwood the hounds were thrown off on Mr F. Brittan's ground, the drag for the most part lying over the old steeplechase ground. The going was exceedingly heavy, and, owing without doubt to the very unfavorable weather, the attendance both of sportsmen and spectators was very small. On the whole, the drag was not nearly so successful as the previous ones had been during the season, and we hope that, when the course is run over again, the fashionable world of the town will take another opportunity of seeing them in the field. (1243, 1075, 1535, 1242)
news-text: A loan of three millions is likely to be placed on the London market in October or November. (937, 760, 1230, 787)
shipping-heading: SHIPPING. (109, 44, 226, 66)
table-row: Tony Foster Mr Flavelle (59, 1746, 312, 1758)
arrived-text: June 26—Phebe, s.s., 416 tons, Andrew, from Port Chalmers. Passengers—Mr and Mrs Boyd, Messrs Gill, Wood, and Foster ; 12 for North. (22, 185, 314, 226)
shipping-paragraph: Per Pet—25,230ft sawn timber, 18,000 5ft palings, 25,000 6ft ditto, 600,000 shingles, 24 cases green fruit, 25 do sheep-wash, 42 bundles, 26 pigs, 4 tobacco leaves. Exports. (22, 459, 314, 493)
salmon-heading: THE SALMON OVA. (1633, 1379, 1756, 1394)
news-text: Wheat is firm. New Zealand, 50s to 53s. (947, 59, 1135, 72)
news-text: NO 3 CO, C.R.V., KAIAPOI.—A general meeting of the members of this corps was held on Friday evening at the orderly room. Lieut Wearing in the chair. The accounts were gone into, and Lieut Wearing and Sergeant Fraser were appointed to audit the same. The meeting was then adjourned to Wednesday next. (1243, 747, 1535, 830)
leader-text: done was to communicate with the Superintendent of Otago, and with the curator at Wallacetown, from whom the facts would have been at once elicited. They would then have discovered, what has now been brought under their notice, that the larger box alone belonged to the Society. Mr Howard perhaps acted rather carelessly in not advising the Acclimatisation Society that the one box for them, contained more than two of the ordinary sized boxes, but this omission might easily have been remedied had there been any desire to treat Mr Johnson with consideration. But if the members of the Council were to blame in the first instance, we must apply a harsher term to their conduct in refusing to entertain Mr Johnson's claim, now that the facts are brought before them. They have taken up a position in their corporate capacity, which, we venture to think, they would not dare to occupy as private individuals. (632, 38, 924, 261)
divider (22, 380, 314, 381)
post-date: TUESDAY, JUNE 27. (423, 610, 523, 623)
water-text: Tuesday—Morning, 8.46; Evening, 9.12. (32, 153, 223, 166)
amusements-heading: AMUSEMENTS. (1627, 668, 1762, 688)
wanted-text: WANTED a Servant Girl that can do plain cooking. Apply at once to Mrs FOWLER, Whately road. (327, 41, 619, 68)
music-hall-advertisement (22, 1464, 314, 1840)
news-text: Murat Effendi has reduced the civil list and promised to relinquish the revenues derived from the Crown property, to reorganise a State Council and a Ministry for Justice, and will instruct his Ministry to devise a form of Government that will be most suitable to all the subjects of the Empire, securing liberty to everyone. He hopes the friendship between the Empire and the Great Powers will be drawn still closer. He finally proclaims his accession to the Throne of Turkey by the Grace of God and the will of the people. (632, 1246, 924, 1371)
magistrates-heading: MAGISTRATES' COURTS. (1583, 818, 1806, 838)
divider (327, 171, 619, 172)
dateline: May 26. (903, 507, 924, 514)
news-text: The London press considers that the dethronement of the Sultan favors a peaceable solution of the Turkish difficulty. (632, 1000, 924, 1028)
table-row: Tobacco 29 16 6 (23, 1181, 312, 1193)
table-row: Sundries 15 7 9 (23, 1194, 312, 1206)
kenilworth-title: KENILWORTH, (64, 1562, 271, 1591)
weather-text: June 26—8 a.m. : Calm, clear blue sky. Barometer—30.46 ; thermometer, 30. (22, 107, 314, 134)
wanted-advertisement (327, 38, 619, 87)
news-text: RICCARTON HORTICULTURAL SOCIETY.—The Riccarton Horticultural Society having at their last general meeting come to the conclusion that there was no need of a horticultural society at so short a distance from Christchurch, where so good a society of the kind exists, passed a resolution to present the balance of their funds (about £10) to the Riccarton library, to be expended in works on gardening and farming. In accordance with this resolution, the secretary of the Riccarton library selected a number of works on the above subjects, which, having been approved of, will become part of the Riccarton library. The money still in hand will be disposed of in the same way. (1243, 1245, 1535, 1412)
news-text: Mr Farnell has proceeded to Wellington to press his claim against the Government for breaking his agreement as immigration agent. (937, 860, 1230, 901)
table-row: 104 cases preserved meat 200 (23, 997, 312, 1009)
news-text: The weather has been very rough for two days, causing a stoppage of the landing of goods from the shipping. During that time the vessels were ordered off. The Craig Ellachie, schooner, went out, but the Rose M., barque, remained. (1243, 536, 1535, 592)
